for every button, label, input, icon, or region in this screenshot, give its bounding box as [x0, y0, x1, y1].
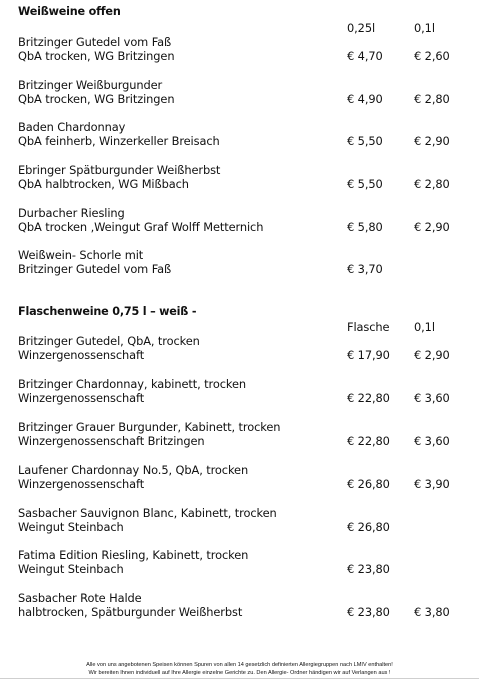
wine-details: Winzergenossenschaft	[18, 477, 145, 491]
wine-name: Sasbacher Rote Halde	[18, 591, 142, 605]
column-header-025l: 0,25l	[347, 21, 376, 35]
wine-details: Weingut Steinbach	[18, 520, 124, 534]
column-header-01l: 0,1l	[414, 320, 435, 334]
wine-details: QbA feinherb, Winzerkeller Breisach	[18, 134, 220, 148]
wine-name: Sasbacher Sauvignon Blanc, Kabinett, trocken	[18, 506, 277, 520]
wine-name: Baden Chardonnay	[18, 120, 126, 134]
price-large: € 23,80	[347, 562, 390, 576]
price-large: € 5,80	[347, 220, 383, 234]
wine-name: Britzinger Weißburgunder	[18, 78, 163, 92]
allergy-service-notice: Wir bereiten Ihnen individuell auf Ihre Allergie einzelne Gerichte zu. Den Allergie- Ordner händigen wir auf Verlangen aus !	[88, 670, 391, 676]
price-large: € 26,80	[347, 477, 390, 491]
wine-details: Britzinger Gutedel vom Faß	[18, 262, 172, 276]
wine-name: Britzinger Gutedel, QbA, trocken	[18, 334, 200, 348]
wine-name: Durbacher Riesling	[18, 206, 125, 220]
price-large: € 22,80	[347, 434, 390, 448]
wine-details: QbA halbtrocken, WG Mißbach	[18, 177, 189, 191]
page-bottom-divider	[0, 678, 479, 679]
allergy-notice: Alle von uns angebotenen Speisen können Spuren von allen 14 gesetzlich definierten Allergiegruppen nach LMIV enthalten!	[86, 662, 393, 668]
wine-name: Weißwein- Schorle mit	[18, 248, 144, 262]
column-header-bottle: Flasche	[347, 320, 390, 334]
section-title-bottle-wines: Flaschenweine 0,75 l – weiß -	[18, 305, 197, 318]
wine-details: Weingut Steinbach	[18, 562, 124, 576]
price-large: € 4,70	[347, 49, 383, 63]
wine-name: Laufener Chardonnay No.5, QbA, trocken	[18, 463, 249, 477]
price-small: € 3,90	[414, 477, 450, 491]
price-small: € 2,90	[414, 220, 450, 234]
price-large: € 23,80	[347, 605, 390, 619]
price-large: € 5,50	[347, 177, 383, 191]
wine-name: Britzinger Gutedel vom Faß	[18, 35, 172, 49]
wine-details: QbA trocken, WG Britzingen	[18, 92, 175, 106]
wine-details: Winzergenossenschaft	[18, 391, 145, 405]
price-small: € 3,60	[414, 391, 450, 405]
price-small: € 2,80	[414, 177, 450, 191]
price-large: € 5,50	[347, 134, 383, 148]
section-title-open-wines: Weißweine offen	[18, 5, 121, 18]
wine-name: Britzinger Grauer Burgunder, Kabinett, trocken	[18, 420, 281, 434]
price-large: € 26,80	[347, 520, 390, 534]
wine-name: Fatima Edition Riesling, Kabinett, trocken	[18, 548, 249, 562]
wine-details: Winzergenossenschaft Britzingen	[18, 434, 205, 448]
wine-details: halbtrocken, Spätburgunder Weißherbst	[18, 605, 243, 619]
price-large: € 3,70	[347, 262, 383, 276]
price-small: € 2,90	[414, 348, 450, 362]
price-small: € 2,80	[414, 92, 450, 106]
wine-name: Britzinger Chardonnay, kabinett, trocken	[18, 377, 246, 391]
wine-details: QbA trocken, WG Britzingen	[18, 49, 175, 63]
price-small: € 3,60	[414, 434, 450, 448]
wine-details: QbA trocken ,Weingut Graf Wolff Metternich	[18, 220, 264, 234]
price-small: € 2,60	[414, 49, 450, 63]
price-large: € 22,80	[347, 391, 390, 405]
wine-details: Winzergenossenschaft	[18, 348, 145, 362]
price-small: € 2,90	[414, 134, 450, 148]
price-large: € 17,90	[347, 348, 390, 362]
price-small: € 3,80	[414, 605, 450, 619]
column-header-01l: 0,1l	[414, 21, 435, 35]
price-large: € 4,90	[347, 92, 383, 106]
wine-name: Ebringer Spätburgunder Weißherbst	[18, 163, 221, 177]
